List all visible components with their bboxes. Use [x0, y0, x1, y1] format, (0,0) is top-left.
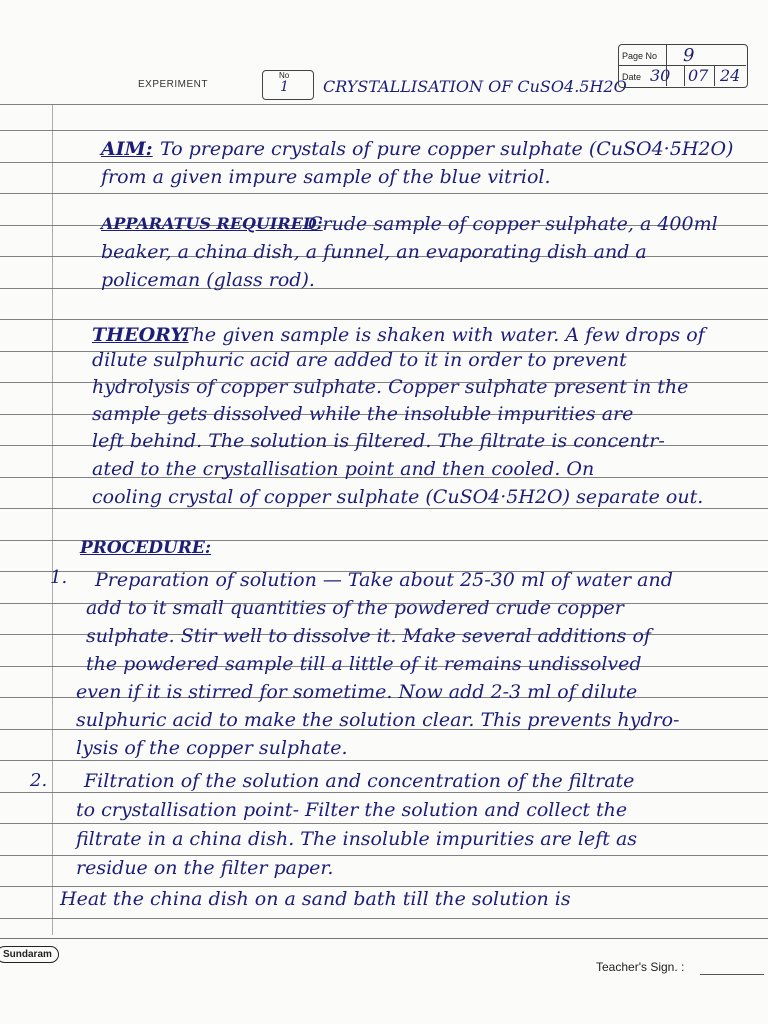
teacher-sign-label: Teacher's Sign. : — [596, 960, 685, 974]
procedure-line: sulphuric acid to make the solution clear. This prevents hydro- — [76, 709, 680, 731]
procedure-line: even if it is stirred for sometime. Now add 2-3 ml of dilute — [76, 681, 638, 703]
experiment-number: 1 — [280, 79, 289, 95]
apparatus-line: beaker, a china dish, a funnel, an evaporating dish and a — [101, 241, 647, 263]
page-no-label: Page No — [622, 51, 658, 61]
aim-heading: AIM: — [101, 138, 153, 160]
apparatus-heading: APPARATUS REQUIRED: — [101, 214, 323, 233]
theory-line: sample gets dissolved while the insoluble impurities are — [92, 403, 634, 425]
theory-line: The given sample is shaken with water. A few drops of — [180, 324, 705, 346]
number-label: No — [279, 71, 290, 80]
notebook-brand-logo: Sundaram — [0, 946, 59, 963]
page-no-value: 9 — [683, 45, 695, 66]
step-number: 2. — [30, 770, 48, 791]
procedure-line: residue on the filter paper. — [76, 857, 334, 879]
theory-line: hydrolysis of copper sulphate. Copper sulphate present in the — [92, 376, 689, 398]
procedure-heading: PROCEDURE: — [80, 538, 212, 558]
theory-line: cooling crystal of copper sulphate (CuSO4·5H2O) separate out. — [92, 486, 704, 508]
theory-heading: THEORY: — [92, 324, 189, 346]
experiment-label: EXPERIMENT — [138, 79, 209, 90]
procedure-line: Filtration of the solution and concentration of the filtrate — [84, 770, 635, 792]
teacher-sign-line — [700, 974, 764, 975]
date-label: Date — [622, 72, 642, 82]
procedure-line: Preparation of solution — Take about 25-30 ml of water and — [95, 569, 673, 591]
theory-line: dilute sulphuric acid are added to it in order to prevent — [92, 349, 627, 371]
procedure-line: the powdered sample till a little of it remains undissolved — [86, 653, 642, 675]
procedure-line: lysis of the copper sulphate. — [76, 737, 348, 759]
aim-line: from a given impure sample of the blue vitriol. — [101, 166, 551, 188]
procedure-line: Heat the china dish on a sand bath till the solution is — [60, 888, 571, 910]
procedure-line: filtrate in a china dish. The insoluble impurities are left as — [76, 828, 638, 850]
step-number: 1. — [50, 567, 68, 588]
procedure-line: add to it small quantities of the powdered crude copper — [86, 597, 624, 619]
date-month: 07 — [688, 66, 709, 85]
apparatus-line: Crude sample of copper sulphate, a 400ml — [308, 213, 718, 235]
experiment-title: CRYSTALLISATION OF CuSO4.5H2O — [323, 77, 627, 96]
margin-line — [52, 105, 53, 935]
procedure-line: to crystallisation point- Filter the solution and collect the — [76, 799, 628, 821]
apparatus-line: policeman (glass rod). — [101, 269, 315, 291]
theory-line: left behind. The solution is filtered. The filtrate is concentr- — [92, 430, 665, 452]
procedure-line: sulphate. Stir well to dissolve it. Make several additions of — [86, 625, 651, 647]
theory-line: ated to the crystallisation point and then cooled. On — [92, 458, 595, 480]
date-year: 24 — [720, 66, 741, 85]
aim-line: To prepare crystals of pure copper sulphate (CuSO4·5H2O) — [160, 138, 734, 160]
date-day: 30 — [650, 66, 671, 85]
